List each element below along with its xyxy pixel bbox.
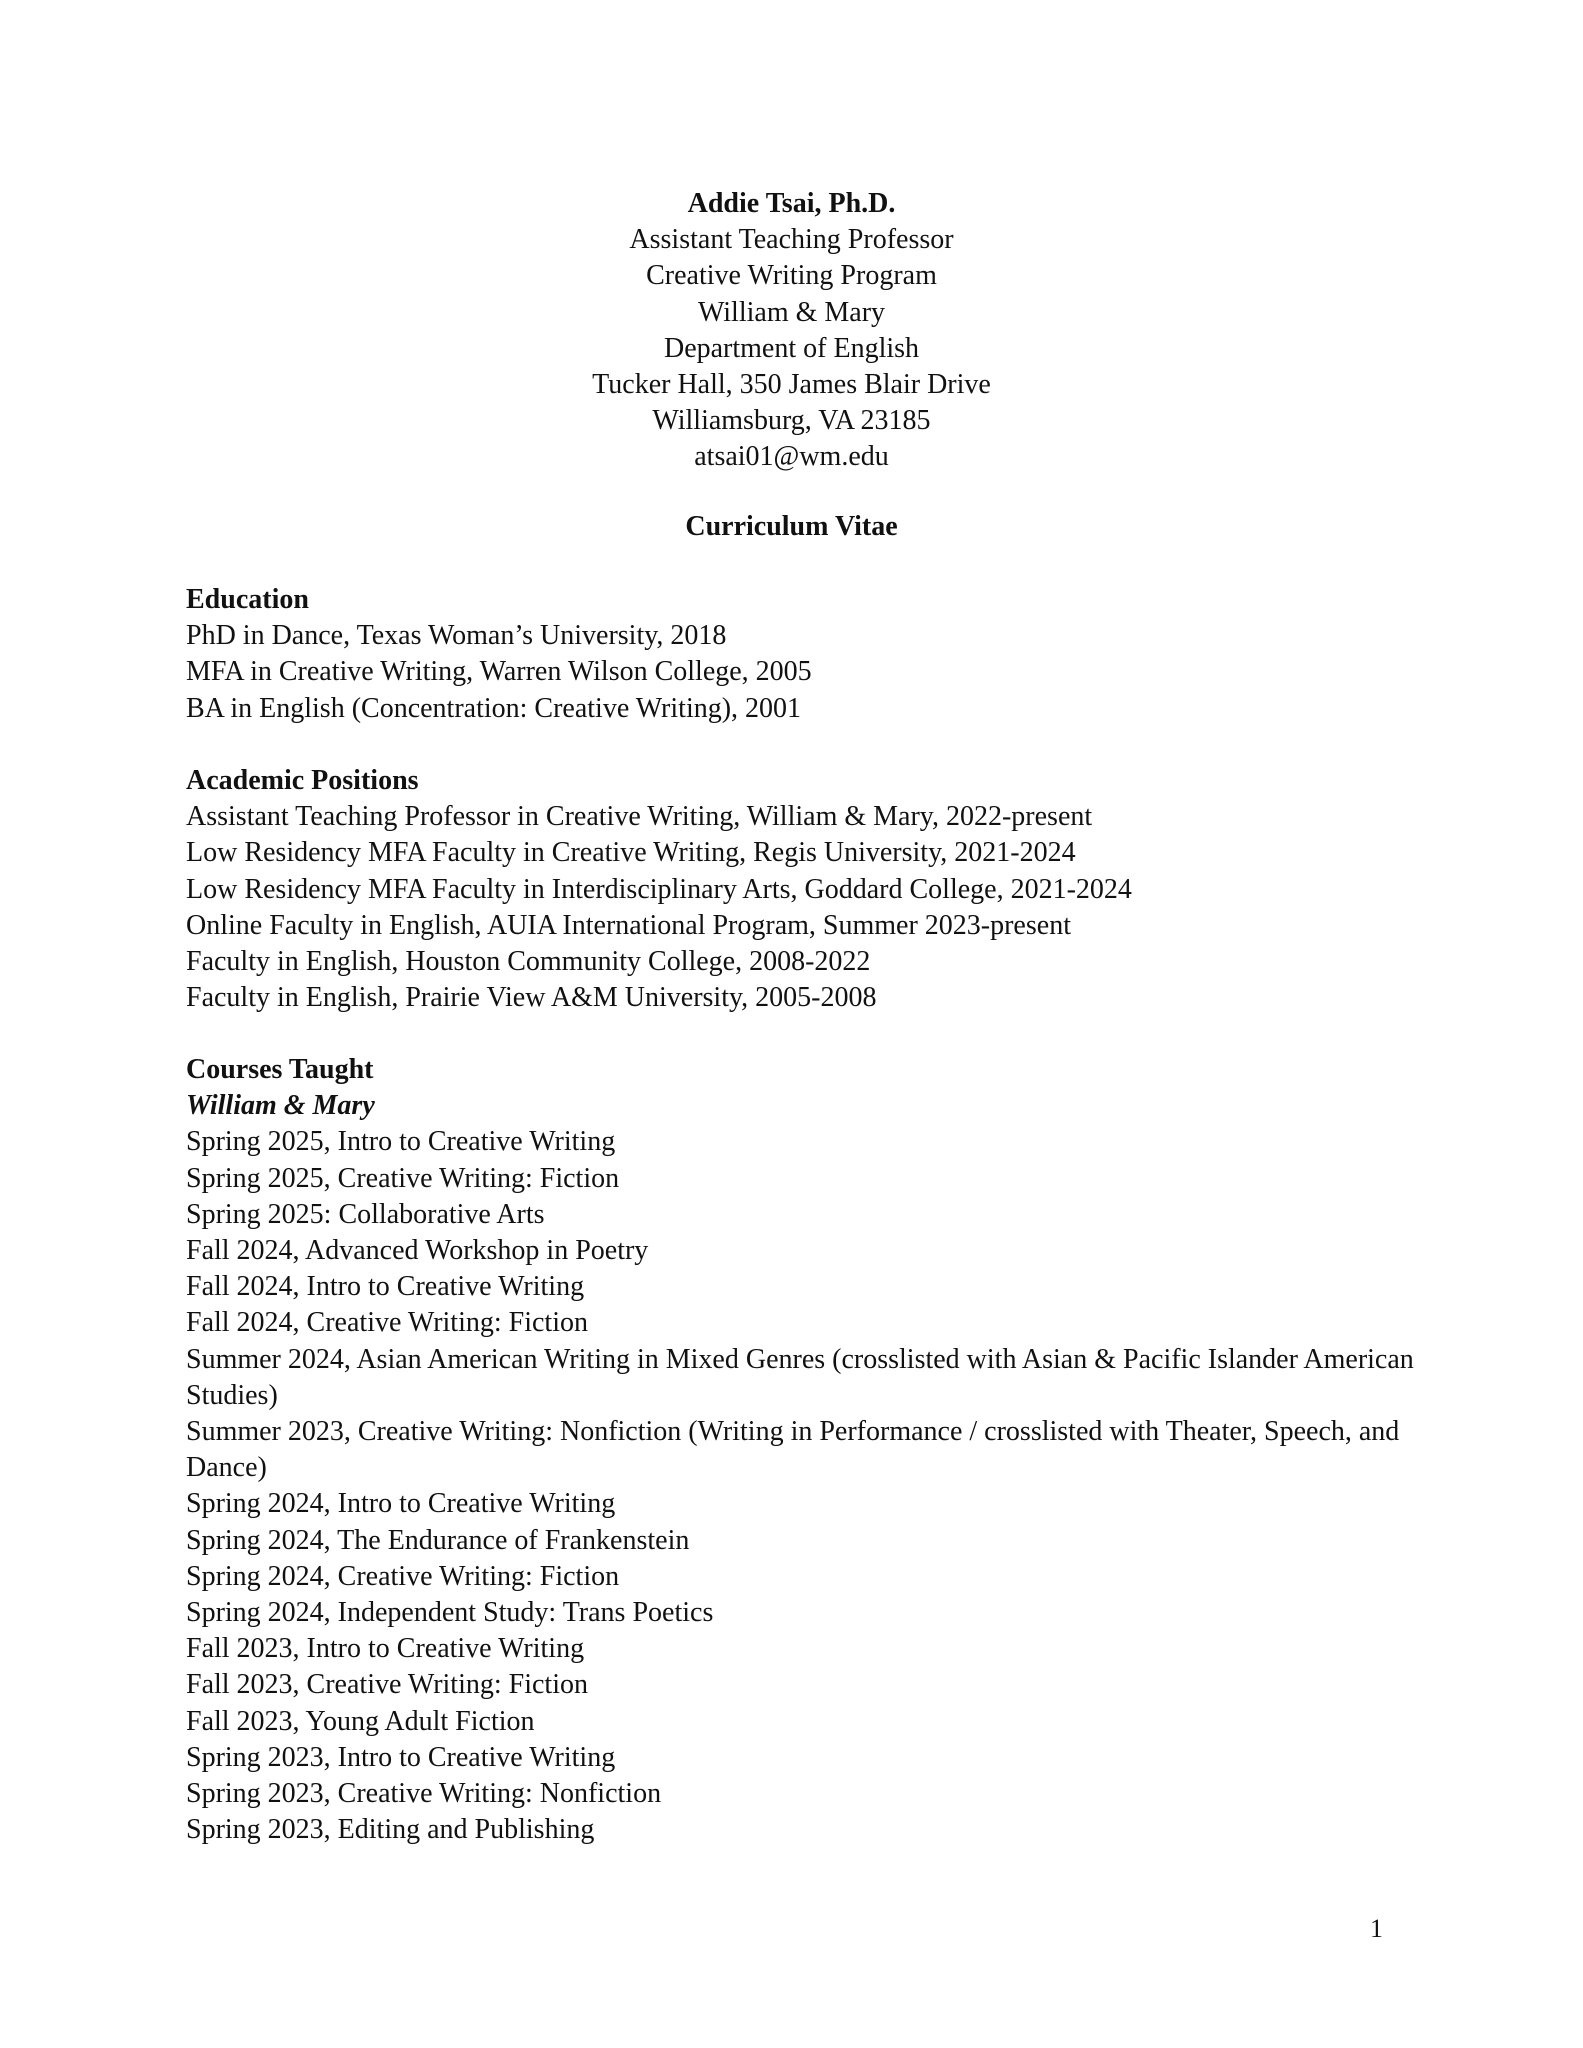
course-item: Spring 2024, Intro to Creative Writing (186, 1488, 616, 1520)
course-item: Spring 2025, Creative Writing: Fiction (186, 1162, 620, 1194)
education-heading: Education (186, 584, 309, 615)
position-item: Assistant Teaching Professor in Creative Writing, William & Mary, 2022-present (186, 801, 1093, 833)
email-address: atsai01@wm.edu (694, 441, 889, 473)
city-state-zip: Williamsburg, VA 23185 (652, 405, 931, 437)
course-item: Fall 2023, Creative Writing: Fiction (186, 1669, 588, 1701)
position-item: Faculty in English, Prairie View A&M University, 2005-2008 (186, 982, 877, 1014)
position-item: Low Residency MFA Faculty in Interdisciplinary Arts, Goddard College, 2021-2024 (186, 873, 1132, 905)
courses-institution-subheading: William & Mary (186, 1090, 375, 1122)
course-item: Spring 2023, Editing and Publishing (186, 1814, 595, 1846)
contact-header (0, 186, 1583, 476)
institution-name: William & Mary (697, 296, 886, 328)
street-address: Tucker Hall, 350 James Blair Drive (592, 369, 991, 401)
positions-heading: Academic Positions (186, 765, 419, 796)
education-item: MFA in Creative Writing, Warren Wilson College, 2005 (186, 656, 812, 688)
position-item: Online Faculty in English, AUIA International Program, Summer 2023-present (186, 909, 1071, 941)
course-item: Fall 2024, Advanced Workshop in Poetry (186, 1235, 649, 1267)
job-title: Assistant Teaching Professor (629, 224, 954, 256)
department-name: Department of English (663, 332, 920, 364)
course-item: Spring 2023, Intro to Creative Writing (186, 1741, 616, 1773)
course-item: Fall 2023, Young Adult Fiction (186, 1705, 535, 1737)
course-item: Spring 2024, The Endurance of Frankenstein (186, 1524, 690, 1556)
course-item: Fall 2024, Creative Writing: Fiction (186, 1307, 588, 1339)
education-item: PhD in Dance, Texas Woman’s University, 2018 (186, 620, 727, 652)
education-section (186, 582, 1436, 727)
course-item: Fall 2023, Intro to Creative Writing (186, 1633, 585, 1665)
position-item: Faculty in English, Houston Community College, 2008-2022 (186, 946, 871, 978)
positions-section (186, 763, 1436, 1016)
course-item: Summer 2023, Creative Writing: Nonfiction (Writing in Performance / crosslisted with Theater, Speech, and Dance) (186, 1416, 1400, 1484)
document-title: Curriculum Vitae (685, 511, 898, 542)
courses-section (186, 1052, 1436, 1848)
courses-heading: Courses Taught (186, 1054, 374, 1085)
author-name: Addie Tsai, Ph.D. (687, 188, 896, 219)
course-item: Spring 2025: Collaborative Arts (186, 1198, 545, 1230)
course-item: Fall 2024, Intro to Creative Writing (186, 1271, 585, 1303)
page-number: 1 (1370, 1914, 1383, 1943)
position-item: Low Residency MFA Faculty in Creative Writing, Regis University, 2021-2024 (186, 837, 1076, 869)
course-item: Summer 2024, Asian American Writing in Mixed Genres (crosslisted with Asian & Pacific Islander American Studies) (186, 1343, 1414, 1411)
course-item: Spring 2024, Independent Study: Trans Poetics (186, 1597, 714, 1629)
course-item: Spring 2024, Creative Writing: Fiction (186, 1560, 620, 1592)
course-item: Spring 2025, Intro to Creative Writing (186, 1126, 616, 1158)
course-item: Spring 2023, Creative Writing: Nonfiction (186, 1778, 662, 1810)
education-item: BA in English (Concentration: Creative Writing), 2001 (186, 692, 802, 724)
program-name: Creative Writing Program (646, 260, 937, 292)
